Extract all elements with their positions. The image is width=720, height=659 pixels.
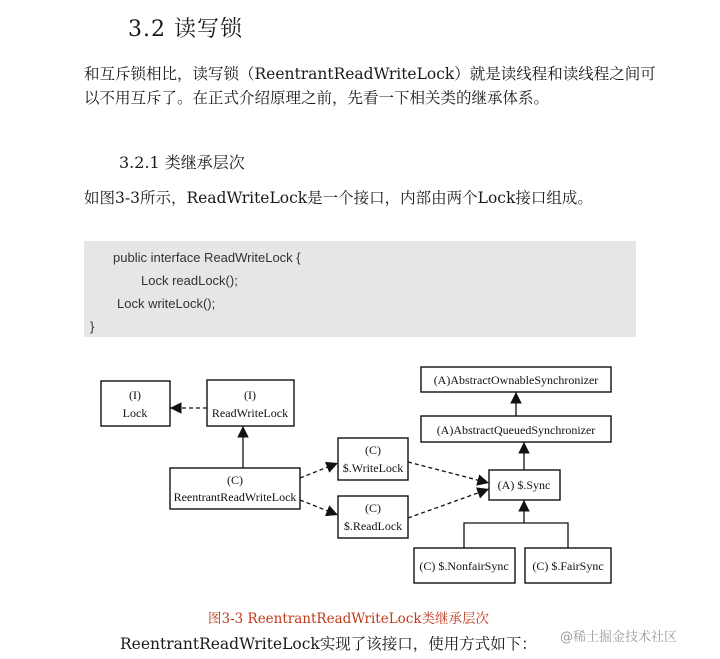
aqs-label: (A)AbstractQueuedSynchronizer bbox=[436, 423, 596, 437]
section-heading: 3.2 读写锁 bbox=[128, 17, 243, 42]
subsection-heading: 3.2.1 类继承层次 bbox=[119, 153, 245, 172]
code-line-1: public interface ReadWriteLock { bbox=[113, 250, 301, 265]
writelock-kind: (C) bbox=[365, 443, 381, 457]
rrwl-to-writelock-arrow bbox=[300, 463, 338, 478]
aos-label: (A)AbstractOwnableSynchronizer bbox=[433, 373, 599, 387]
readwritelock-kind: (I) bbox=[244, 388, 256, 402]
lock-kind: (I) bbox=[129, 388, 141, 402]
readlock-kind: (C) bbox=[365, 501, 381, 515]
reentrantreadwritelock-name: ReentrantReadWriteLock bbox=[173, 490, 297, 504]
code-line-3: Lock writeLock(); bbox=[117, 296, 216, 311]
code-line-2: Lock readLock(); bbox=[141, 273, 238, 288]
usage-paragraph: ReentrantReadWriteLock实现了该接口，使用方式如下： bbox=[120, 635, 537, 653]
description-paragraph: 如图3-3所示，ReadWriteLock是一个接口，内部由两个Lock接口组成。 bbox=[84, 189, 593, 207]
readwritelock-name: ReadWriteLock bbox=[211, 406, 289, 420]
figure-caption: 图3-3 ReentrantReadWriteLock类继承层次 bbox=[208, 611, 490, 627]
reentrantreadwritelock-kind: (C) bbox=[227, 473, 243, 487]
code-line-4: } bbox=[90, 319, 95, 334]
class-hierarchy-diagram bbox=[0, 350, 720, 600]
writelock-name: $.WriteLock bbox=[342, 461, 404, 475]
lock-name: Lock bbox=[122, 406, 148, 420]
writelock-to-sync-arrow bbox=[408, 462, 489, 483]
rrwl-to-readlock-arrow bbox=[300, 500, 338, 515]
watermark: @稀土掘金技术社区 bbox=[560, 630, 678, 645]
readlock-name: $.ReadLock bbox=[343, 519, 403, 533]
subclasses-to-sync-bracket bbox=[464, 523, 568, 548]
readlock-to-sync-arrow bbox=[408, 489, 489, 518]
sync-label: (A) $.Sync bbox=[497, 478, 551, 492]
nonfairsync-label: (C) $.NonfairSync bbox=[419, 559, 509, 573]
intro-paragraph: 和互斥锁相比，读写锁（ReentrantReadWriteLock）就是读线程和读线程之间可以不用互斥了。在正式介绍原理之前，先看一下相关类的继承体系。 bbox=[84, 65, 656, 107]
fairsync-label: (C) $.FairSync bbox=[532, 559, 604, 573]
